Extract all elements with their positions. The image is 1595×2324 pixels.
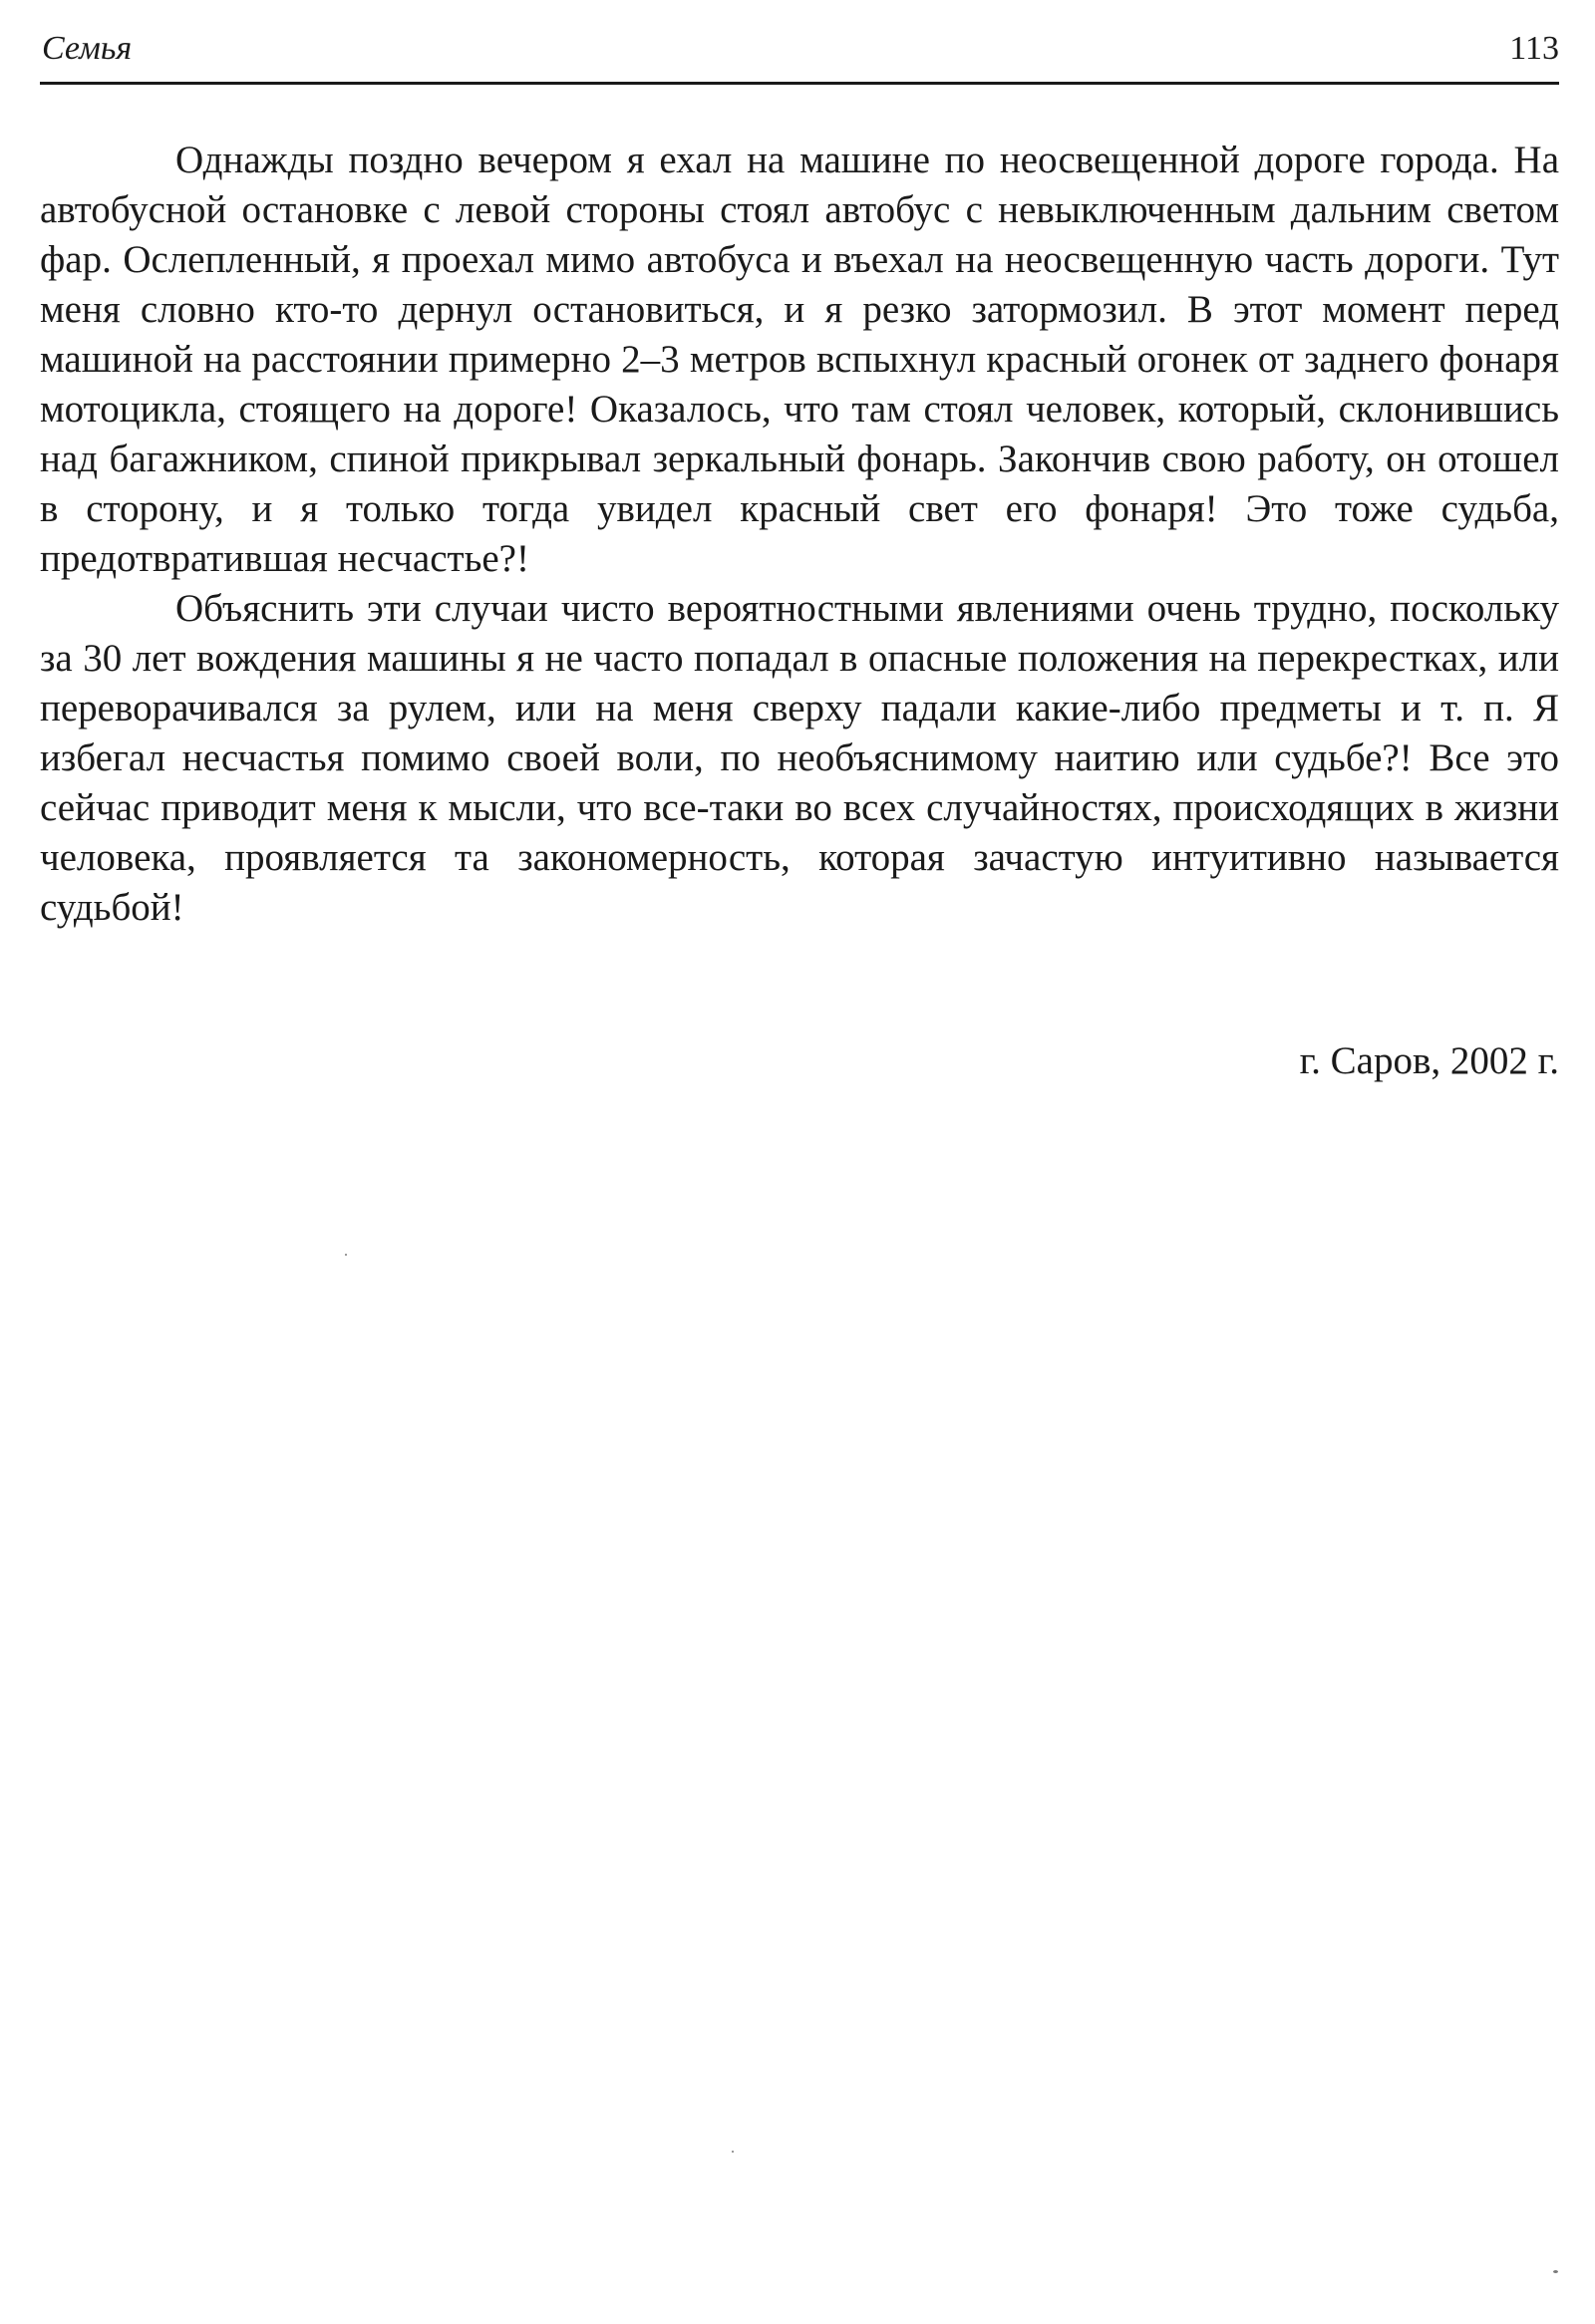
scan-speck <box>732 2151 734 2153</box>
body-text <box>40 136 1559 933</box>
place-date-signature: г. Саров, 2002 г. <box>1299 1039 1559 1082</box>
paragraph: Однажды поздно вечером я ехал на машине по неосвещенной дороге города. На автобусной остановке с левой стороны стоял автобус с невыключенным дальним светом фар. Ослепленный, я проехал мимо автобуса и въехал на неосвещенную часть дороги. Тут меня словно кто-то дернул остановиться, и я резко затормозил. В этот момент перед машиной на расстоянии примерно 2–3 метров вспыхнул красный огонек от заднего фонаря мотоцикла, стоящего на дороге! Оказалось, что там стоял человек, который, склонившись над багажником, спиной прикрывал зеркальный фонарь. Закончив свою работу, он отошел в сторону, и я только тогда увидел красный свет его фонаря! Это тоже судьба, предотвратившая несчастье?! <box>40 139 1559 580</box>
scan-speck <box>1553 2270 1558 2273</box>
section-title: Семья <box>42 30 133 67</box>
page-number: 113 <box>1509 30 1559 67</box>
header-rule <box>40 82 1559 85</box>
paragraph: Объяснить эти случаи чисто вероятностными явлениями очень трудно, поскольку за 30 лет вождения машины я не часто попадал в опасные положения на перекрестках, или переворачивался за рулем, или на меня сверху падали какие-либо предметы и т. п. Я избегал несчастья помимо своей воли, по необъяснимому наитию или судьбе?! Все это сейчас приводит меня к мысли, что все-таки во всех случайностях, происходящих в жизни человека, проявляется та закономерность, которая зачастую интуитивно называется судьбой! <box>40 587 1559 929</box>
running-head <box>40 26 1559 72</box>
book-page <box>40 0 1559 2324</box>
scan-speck <box>345 1254 347 1256</box>
